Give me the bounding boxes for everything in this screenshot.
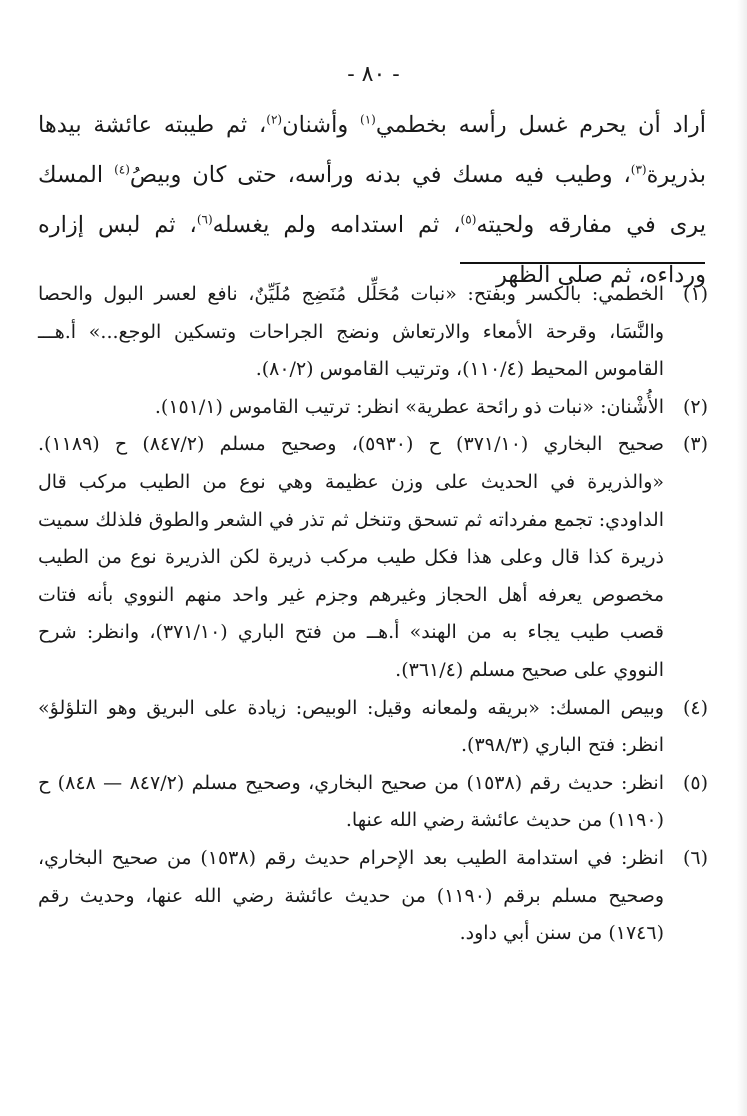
footnote-number: (٤) [682, 696, 708, 719]
main-text-segment: المسك يرى في مفارقه ولحيته [38, 162, 706, 238]
main-text-segment: ، وطيب فيه مسك في بدنه ورأسه، حتى كان وبيصُ [129, 162, 631, 188]
footnote-2 [38, 389, 708, 427]
footnote-ref[interactable]: (١) [360, 112, 376, 127]
footnotes [38, 276, 708, 953]
footnote-text: الأُشْنان: «نبات ذو رائحة عطرية» انظر: ترتيب القاموس (١٥١/١). [154, 395, 664, 418]
footnote-number: (١) [682, 283, 708, 305]
footnote-number: (٥) [682, 771, 708, 794]
main-text-segment: ، ثم طيبته عائشة بيدها بذريرة [38, 112, 706, 188]
main-paragraph [38, 100, 706, 300]
page-edge [737, 0, 747, 1116]
footnote-ref[interactable]: (٦) [196, 212, 213, 227]
footnote-ref[interactable]: (٥) [460, 212, 477, 227]
footnote-3 [38, 426, 708, 689]
footnote-number: (٢) [682, 395, 708, 418]
main-text-segment: ، ثم لبس إزاره ورداءه، ثم صلى الظهر [38, 212, 706, 288]
footnote-5 [38, 765, 708, 840]
footnote-number: (٣) [682, 433, 708, 456]
main-text-segment: وأشنان [282, 112, 361, 138]
footnote-ref[interactable]: (٢) [266, 112, 283, 127]
main-text-segment: ، ثم استدامه ولم يغسله [212, 212, 461, 238]
footnote-text: صحيح البخاري (٣٧١/١٠) ح (٥٩٣٠)، وصحيح مسلم (٨٤٧/٢) ح (١١٨٩). «والذريرة في الحديث على وزن عظيمة وهي نوع من الطيب مركب قال الداودي: تجمع مفرداته ثم تسحق وتنخل ثم تذر في الشعر والطوق فلذلك سميت ذريرة كذا قال وعلى هذا فكل طيب مركب ذريرة لكن الذريرة نوع من الطيب مخصوص يعرفه أهل الحجاز وغيرهم وجزم غير واحد منهم النووي بأنه فتات قصب طيب يجاء به من الهند» أ.هــ من فتح الباري (٣٧١/١٠)، وانظر: شرح النووي على صحيح مسلم (٣٦١/٤). [38, 433, 665, 681]
footnote-ref[interactable]: (٤) [114, 162, 130, 177]
footnote-text: وبيص المسك: «بريقه ولمعانه وقيل: الوبيص: زيادة على البريق وهو التلؤلؤ» انظر: فتح الباري (٣٩٨/٣). [38, 696, 664, 757]
footnote-4 [38, 690, 708, 765]
main-text [38, 100, 706, 300]
footnote-ref[interactable]: (٣) [630, 162, 647, 177]
footnote-text: انظر: في استدامة الطيب بعد الإحرام حديث رقم (١٥٣٨) من صحيح البخاري، وصحيح مسلم برقم (١١٩٠) من حديث عائشة رضي الله عنها، وحديث رقم (١٧٤٦) من سنن أبي داود. [38, 846, 664, 945]
footnote-text: الخطمي: بالكسر وبفتح: «نبات مُحَلِّل مُنَضِج مُلَيِّنٌ، نافع لعسر البول والحصا والنَّسَا، وقرحة الأمعاء والارتعاش ونضج الجراحات وتسكين الوجع...» أ.هـــ القاموس المحيط (١١٠/٤)، وترتيب القاموس (٨٠/٢). [38, 283, 664, 381]
footnote-1 [38, 276, 708, 389]
main-text-segment: أراد أن يحرم غسل رأسه بخطمي [375, 112, 706, 138]
footnote-6 [38, 840, 708, 953]
page-number: - ٨٠ - [347, 62, 400, 87]
footnote-separator [460, 262, 705, 264]
footnote-text: انظر: حديث رقم (١٥٣٨) من صحيح البخاري، وصحيح مسلم (٨٤٧/٢ — ٨٤٨) ح (١١٩٠) من حديث عائشة رضي الله عنها. [38, 771, 664, 832]
footnote-number: (٦) [682, 846, 708, 869]
